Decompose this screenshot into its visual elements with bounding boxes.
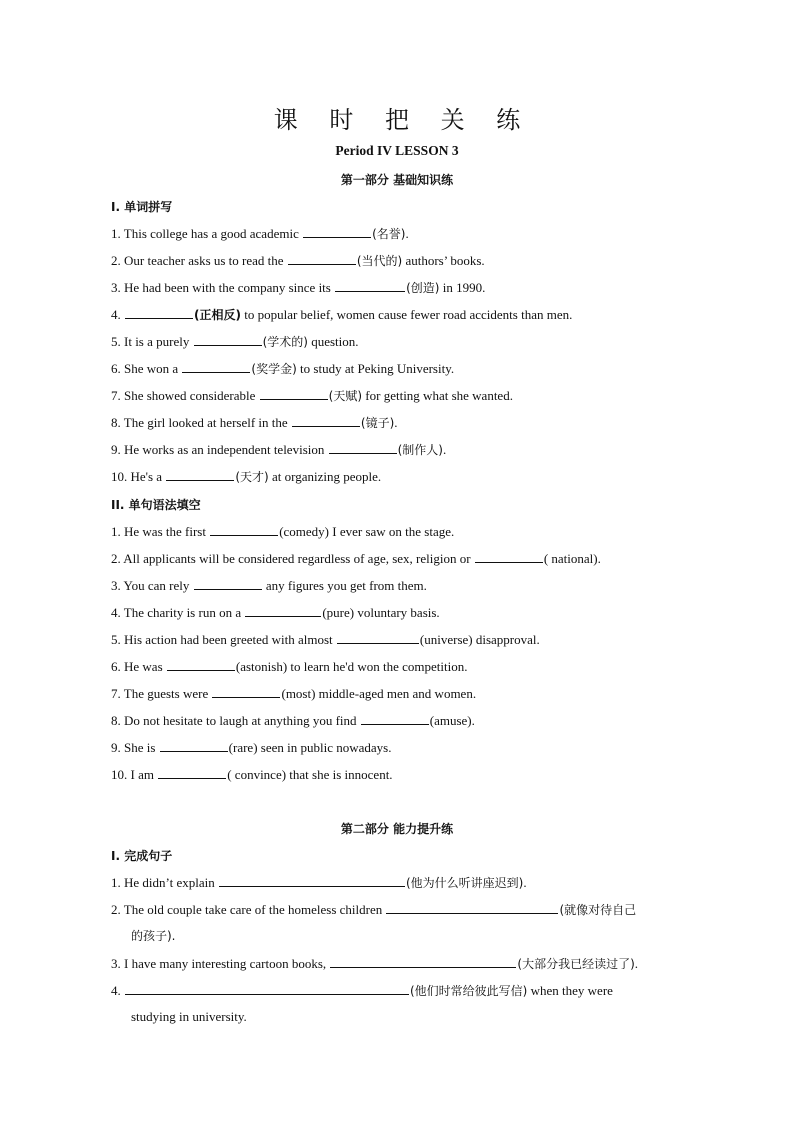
- answer-blank[interactable]: [182, 360, 250, 373]
- grammar-item-3: 3. You can rely any figures you get from them.: [111, 578, 427, 593]
- part2-heading: 第二部分 能力提升练: [340, 822, 454, 836]
- grammar-item-1: 1. He was the first (comedy) I ever saw on the stage.: [111, 524, 455, 539]
- answer-blank[interactable]: [194, 333, 262, 346]
- vocab-item-3: 3. He had been with the company since its (创造) in 1990.: [111, 280, 486, 295]
- sentence-item-4: 4. (他们时常给彼此写信) when they were: [111, 983, 613, 998]
- answer-blank[interactable]: [245, 604, 321, 617]
- answer-blank[interactable]: [212, 685, 280, 698]
- answer-blank[interactable]: [125, 306, 193, 319]
- vocab-item-8: 8. The girl looked at herself in the (镜子).: [111, 415, 398, 430]
- answer-blank[interactable]: [166, 468, 234, 481]
- grammar-item-6: 6. He was (astonish) to learn he'd won the competition.: [111, 659, 468, 674]
- vocab-item-9: 9. He works as an independent television (制作人).: [111, 442, 447, 457]
- vocab-item-2: 2. Our teacher asks us to read the (当代的) authors’ books.: [111, 253, 485, 268]
- vocab-item-4: 4. (正相反) to popular belief, women cause fewer road accidents than men.: [111, 307, 573, 322]
- sentence-item-2: 2. The old couple take care of the homeless children (就像对待自己: [111, 902, 637, 917]
- answer-blank[interactable]: [361, 712, 429, 725]
- answer-blank[interactable]: [475, 550, 543, 563]
- sentence-item-4-continuation: studying in university.: [131, 1009, 247, 1024]
- sentence-item-1: 1. He didn’t explain (他为什么听讲座迟到).: [111, 875, 527, 890]
- answer-blank[interactable]: [210, 523, 278, 536]
- answer-blank[interactable]: [335, 279, 405, 292]
- grammar-item-4: 4. The charity is run on a (pure) voluntary basis.: [111, 605, 440, 620]
- vocab-item-1: 1. This college has a good academic (名誉).: [111, 226, 409, 241]
- answer-blank[interactable]: [219, 874, 405, 887]
- part1-section1-heading: I. 单词拼写: [111, 200, 173, 214]
- part1-heading: 第一部分 基础知识练: [340, 173, 454, 187]
- vocab-item-6: 6. She won a (奖学金) to study at Peking University.: [111, 361, 455, 376]
- answer-blank[interactable]: [158, 766, 226, 779]
- grammar-item-9: 9. She is (rare) seen in public nowadays.: [111, 740, 392, 755]
- answer-blank[interactable]: [288, 252, 356, 265]
- page-title: 课 时 把 关 练: [273, 106, 533, 134]
- answer-blank[interactable]: [330, 955, 516, 968]
- answer-blank[interactable]: [125, 982, 409, 995]
- sentence-item-3: 3. I have many interesting cartoon books, (大部分我已经读过了).: [111, 956, 639, 971]
- grammar-item-8: 8. Do not hesitate to laugh at anything you find (amuse).: [111, 713, 475, 728]
- part1-section2-heading: II. 单句语法填空: [111, 498, 201, 512]
- vocab-item-5: 5. It is a purely (学术的) question.: [111, 334, 359, 349]
- answer-blank[interactable]: [329, 441, 397, 454]
- answer-blank[interactable]: [337, 631, 419, 644]
- grammar-item-2: 2. All applicants will be considered regardless of age, sex, religion or ( national).: [111, 551, 601, 566]
- grammar-item-5: 5. His action had been greeted with almost (universe) disapproval.: [111, 632, 540, 647]
- vocab-item-7: 7. She showed considerable (天赋) for getting what she wanted.: [111, 388, 513, 403]
- part2-section1-heading: I. 完成句子: [111, 849, 173, 863]
- lesson-subtitle: Period IV LESSON 3: [335, 143, 459, 158]
- sentence-item-2-continuation: 的孩子).: [131, 929, 176, 943]
- vocab-item-10: 10. He's a (天才) at organizing people.: [111, 469, 382, 484]
- answer-blank[interactable]: [167, 658, 235, 671]
- answer-blank[interactable]: [194, 577, 262, 590]
- answer-blank[interactable]: [386, 901, 558, 914]
- answer-blank[interactable]: [160, 739, 228, 752]
- answer-blank[interactable]: [260, 387, 328, 400]
- grammar-item-10: 10. I am ( convince) that she is innocent.: [111, 767, 393, 782]
- answer-blank[interactable]: [303, 225, 371, 238]
- grammar-item-7: 7. The guests were (most) middle-aged men and women.: [111, 686, 477, 701]
- answer-blank[interactable]: [292, 414, 360, 427]
